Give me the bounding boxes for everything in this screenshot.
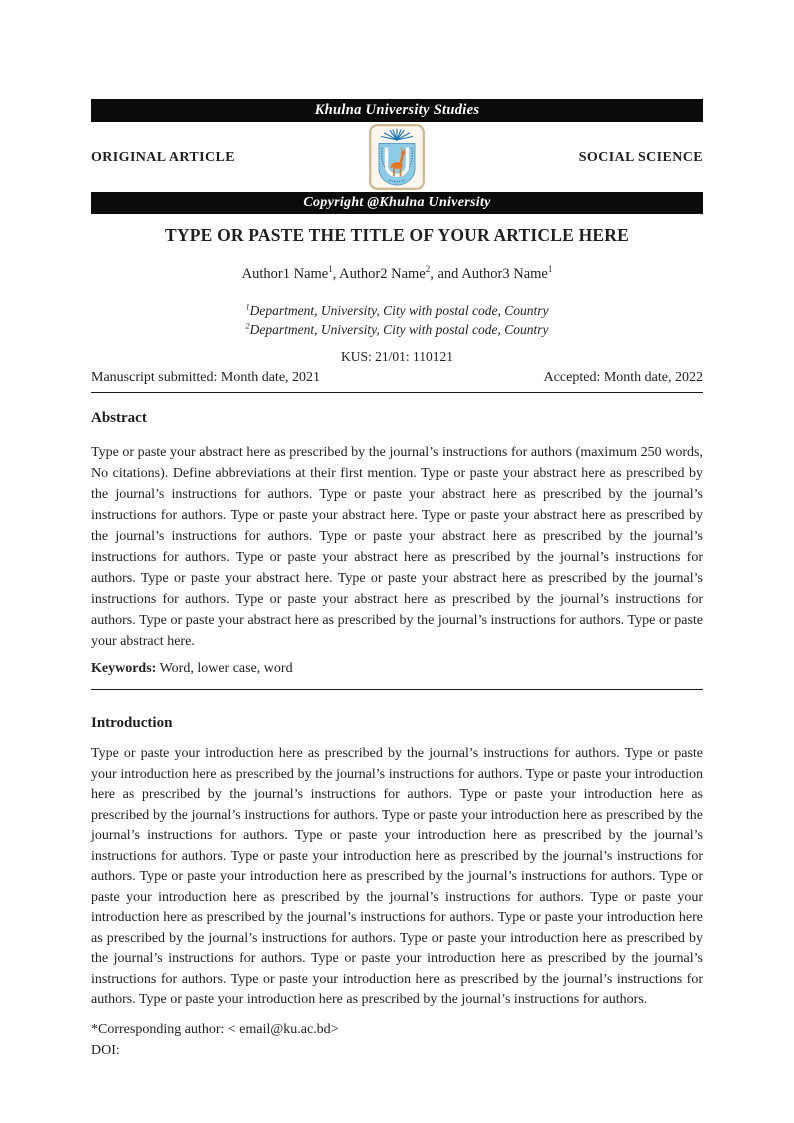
affiliation-line bbox=[91, 320, 703, 339]
article-type-label: ORIGINAL ARTICLE bbox=[91, 150, 236, 165]
header-divider bbox=[91, 392, 703, 393]
affiliation-ref: 2 bbox=[245, 321, 250, 331]
introduction-heading: Introduction bbox=[91, 715, 173, 731]
accepted-date: Accepted: Month date, 2022 bbox=[543, 370, 703, 385]
abstract-text: Type or paste your abstract here as prescribed by the journal’s instructions for authors (maximum 250 words, No citations). Define abbreviations at their first mention. Type or paste your abstract here as prescribed by the journal’s instructions for authors. Type or paste your abstract here as prescribed by the journal’s instructions for authors. Type or paste your abstract here. Type or paste your abstract here as prescribed by the journal’s instructions for authors. Type or paste your abstract here as prescribed by the journal’s instructions for authors. Type or paste your abstract here as prescribed by the journal’s instructions for authors. Type or paste your abstract here. Type or paste your abstract here as prescribed by the journal’s instructions for authors. Type or paste your abstract here as prescribed by the journal’s instructions for authors. Type or paste your abstract here as prescribed by the journal’s instructions for authors. Type or paste your abstract here. bbox=[91, 445, 703, 649]
university-logo bbox=[369, 124, 425, 190]
affiliation-block bbox=[91, 301, 703, 339]
affiliation-text: Department, University, City with postal code, Country bbox=[249, 303, 549, 318]
affiliation-line bbox=[91, 301, 703, 320]
corresponding-author-line: *Corresponding author: < email@ku.ac.bd> bbox=[91, 1021, 339, 1037]
affiliation-ref: 1 bbox=[245, 302, 250, 312]
author-affiliation-ref: 1 bbox=[328, 264, 333, 275]
journal-name: Khulna University Studies bbox=[314, 102, 480, 118]
author-name: Author3 Name bbox=[461, 266, 548, 282]
author-separator: , and bbox=[430, 266, 462, 282]
copyright-text: Copyright @Khulna University bbox=[303, 195, 491, 210]
subject-area-cell bbox=[425, 148, 703, 166]
dates-row bbox=[91, 369, 703, 387]
affiliation-text: Department, University, City with postal code, Country bbox=[249, 322, 549, 337]
article-type-cell bbox=[91, 148, 369, 166]
author-affiliation-ref: 1 bbox=[547, 264, 553, 275]
author-separator: , bbox=[332, 266, 340, 282]
masthead-row bbox=[91, 122, 703, 192]
page-content bbox=[91, 0, 703, 1061]
author-line bbox=[91, 264, 703, 284]
abstract-divider bbox=[91, 689, 703, 690]
journal-name-banner bbox=[91, 99, 703, 122]
keywords-label: Keywords: bbox=[91, 661, 157, 676]
doi-line: DOI: bbox=[91, 1042, 120, 1058]
author-name: Author1 Name bbox=[241, 266, 329, 282]
author-affiliation-ref: 2 bbox=[425, 264, 431, 275]
logo-cell bbox=[369, 124, 425, 190]
author-name: Author2 Name bbox=[339, 266, 426, 282]
abstract-heading: Abstract bbox=[91, 410, 147, 426]
submitted-date: Manuscript submitted: Month date, 2021 bbox=[91, 370, 321, 385]
article-title: TYPE OR PASTE THE TITLE OF YOUR ARTICLE HERE bbox=[165, 225, 629, 245]
keywords-line bbox=[91, 660, 703, 678]
copyright-banner bbox=[91, 192, 703, 214]
footnote-block bbox=[91, 1019, 703, 1061]
subject-area-label: SOCIAL SCIENCE bbox=[578, 150, 703, 165]
introduction-text: Type or paste your introduction here as prescribed by the journal’s instructions for authors. Type or paste your introduction here as prescribed by the journal’s instructions for authors. Type or paste your introduction here as prescribed by the journal’s instructions for authors. Type or paste your introduction here as prescribed by the journal’s instructions for authors. Type or paste your introduction here as prescribed by the journal’s instructions for authors. Type or paste your introduction here as prescribed by the journal’s instructions for authors. Type or paste your introduction here as prescribed by the journal’s instructions for authors. Type or paste your introduction here as prescribed by the journal’s instructions for authors. Type or paste your introduction here as prescribed by the journal’s instructions for authors. Type or paste your introduction here as prescribed by the journal’s instructions for authors. Type or paste your introduction here as prescribed by the journal’s instructions for authors. Type or paste your introduction here as prescribed by the journal’s instructions for authors. Type or paste your introduction here as prescribed by the journal’s instructions for authors. Type or paste your introduction here as prescribed by the journal’s instructions for authors. Type or paste your introduction here as prescribed by the journal’s instructions for authors. bbox=[91, 746, 703, 1007]
manuscript-id: KUS: 21/01: 110121 bbox=[340, 349, 453, 364]
keywords-value: Word, lower case, word bbox=[156, 661, 293, 676]
